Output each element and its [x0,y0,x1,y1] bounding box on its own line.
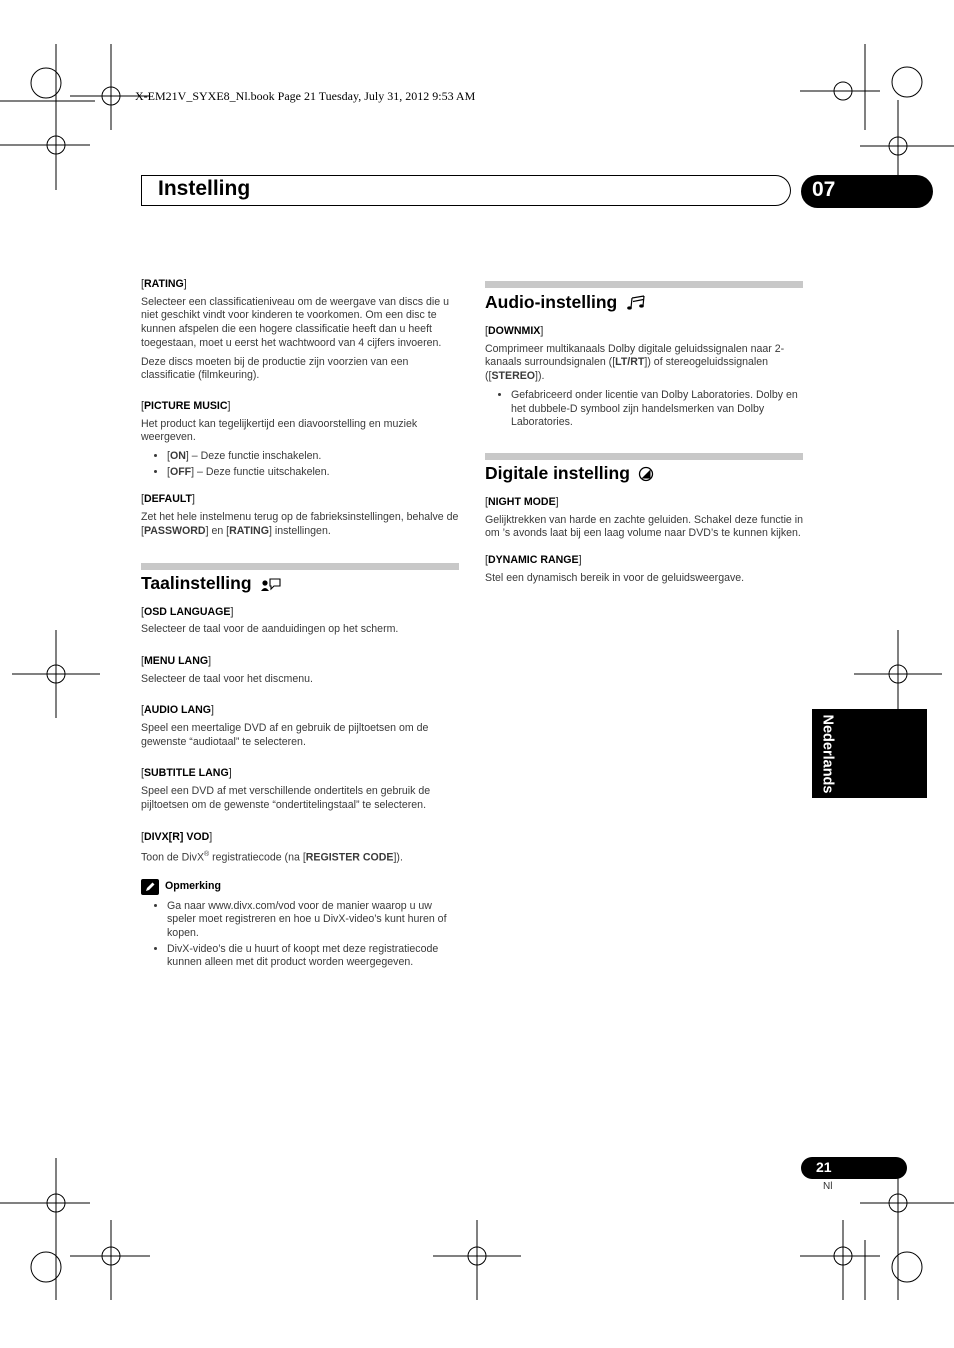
downmix-description: Comprimeer multikanaals Dolby digitale geluidssignalen naar 2-kanaals surroundsignalen ([LT/RT]) of stereogeluidssignalen ([STEREO]). [485,342,785,383]
downmix-keyword: [DOWNMIX] [485,325,544,337]
subtitle-lang-keyword: [SUBTITLE LANG] [141,767,232,780]
subtitle-lang-description: Speel een DVD af met verschillende ondertitels en gebruik de pijltoetsen om de gewenste “ondertitelingstaal” te selecteren. [141,785,431,811]
audio-lang-description: Speel een meertalige DVD af en gebruik de pijltoetsen om de gewenste “audiotaal” te selecteren. [141,722,429,748]
option-off: • [OFF] – Deze functie uitschakelen. [167,466,459,480]
menu-lang-description: Selecteer de taal voor het discmenu. [141,672,313,685]
rating-keyword: [RATING] [141,278,187,290]
language-icon [260,576,282,592]
night-mode-keyword: [NIGHT MODE] [485,495,559,508]
note-item: • Ga naar www.divx.com/vod voor de manier waarop u uw speler moet registreren en hoe u DivX-video’s kunt huren of kopen. [167,900,459,941]
picture-music-description: Het product kan tegelijkertijd een diavoorstelling en muziek weergeven. [141,417,418,444]
osd-language-keyword: [OSD LANGUAGE] [141,605,234,618]
rating-description: Selecteer een classificatieniveau om de weergave van discs die u niet geschikt vindt voor kinderen te voorkomen. Om een disc te kunnen afspelen die een hogere classificatie heeft dan u heeft toegestaan, moet u eerst het wachtwoord van 4 cijfers invoeren. [141,295,449,349]
right-column [485,281,803,590]
digital-icon [638,466,654,482]
picture-music-options [141,450,459,479]
page-title: Instelling [158,177,251,200]
divx-vod-description: Toon de DivX® registratiecode (na [REGISTER CODE]). [141,851,403,864]
picture-music-keyword: [PICTURE MUSIC] [141,399,231,412]
audio-lang-keyword: [AUDIO LANG] [141,704,214,717]
note-pencil-icon [141,879,159,895]
default-keyword: [DEFAULT] [141,493,195,506]
menu-lang-keyword: [MENU LANG] [141,654,212,667]
section-divider [485,281,803,288]
section-divider [485,453,803,460]
page-number: 21 [816,1159,832,1175]
music-note-icon [625,294,647,311]
default-description: Zet het hele instelmenu terug op de fabrieksinstellingen, behalve de [PASSWORD] en [RATING] instellingen. [141,511,459,537]
dolby-note-list [485,389,803,430]
left-column [141,278,459,976]
page-language-code: Nl [823,1181,833,1192]
rating-note: Deze discs moeten bij de productie zijn voorzien van een classificatie (filmkeuring). [141,355,409,382]
audio-section-heading: Audio-instelling [485,294,803,311]
chapter-number: 07 [812,178,836,201]
language-side-tab-label: Nederlands [819,714,836,793]
note-heading: Opmerking [141,879,459,895]
note-list [141,900,459,971]
section-divider [141,563,459,570]
book-header: X-EM21V_SYXE8_Nl.book Page 21 Tuesday, July 31, 2012 9:53 AM [135,89,476,103]
osd-language-description: Selecteer de taal voor de aanduidingen op het scherm. [141,623,399,636]
dynamic-range-keyword: [DYNAMIC RANGE] [485,554,582,567]
dynamic-range-description: Stel een dynamisch bereik in voor de geluidsweergave. [485,571,745,584]
digital-section-heading: Digitale instelling [485,466,803,482]
dolby-note: • Gefabriceerd onder licentie van Dolby Laboratories. Dolby en het dubbele-D symbool zijn handelsmerken van Dolby Laboratories. [511,389,803,430]
note-item: • DivX-video’s die u huurt of koopt met deze registratiecode kunnen alleen met dit product worden weergegeven. [167,943,459,970]
option-on: • [ON] – Deze functie inschakelen. [167,450,459,464]
language-section-heading: Taalinstelling [141,576,459,592]
night-mode-description: Gelijktrekken van harde en zachte geluiden. Schakel deze functie in om ’s avonds laat bij een laag volume naar DVD’s te kunnen kijken. [485,513,804,540]
divx-vod-keyword: [DIVX[R] VOD] [141,830,213,843]
